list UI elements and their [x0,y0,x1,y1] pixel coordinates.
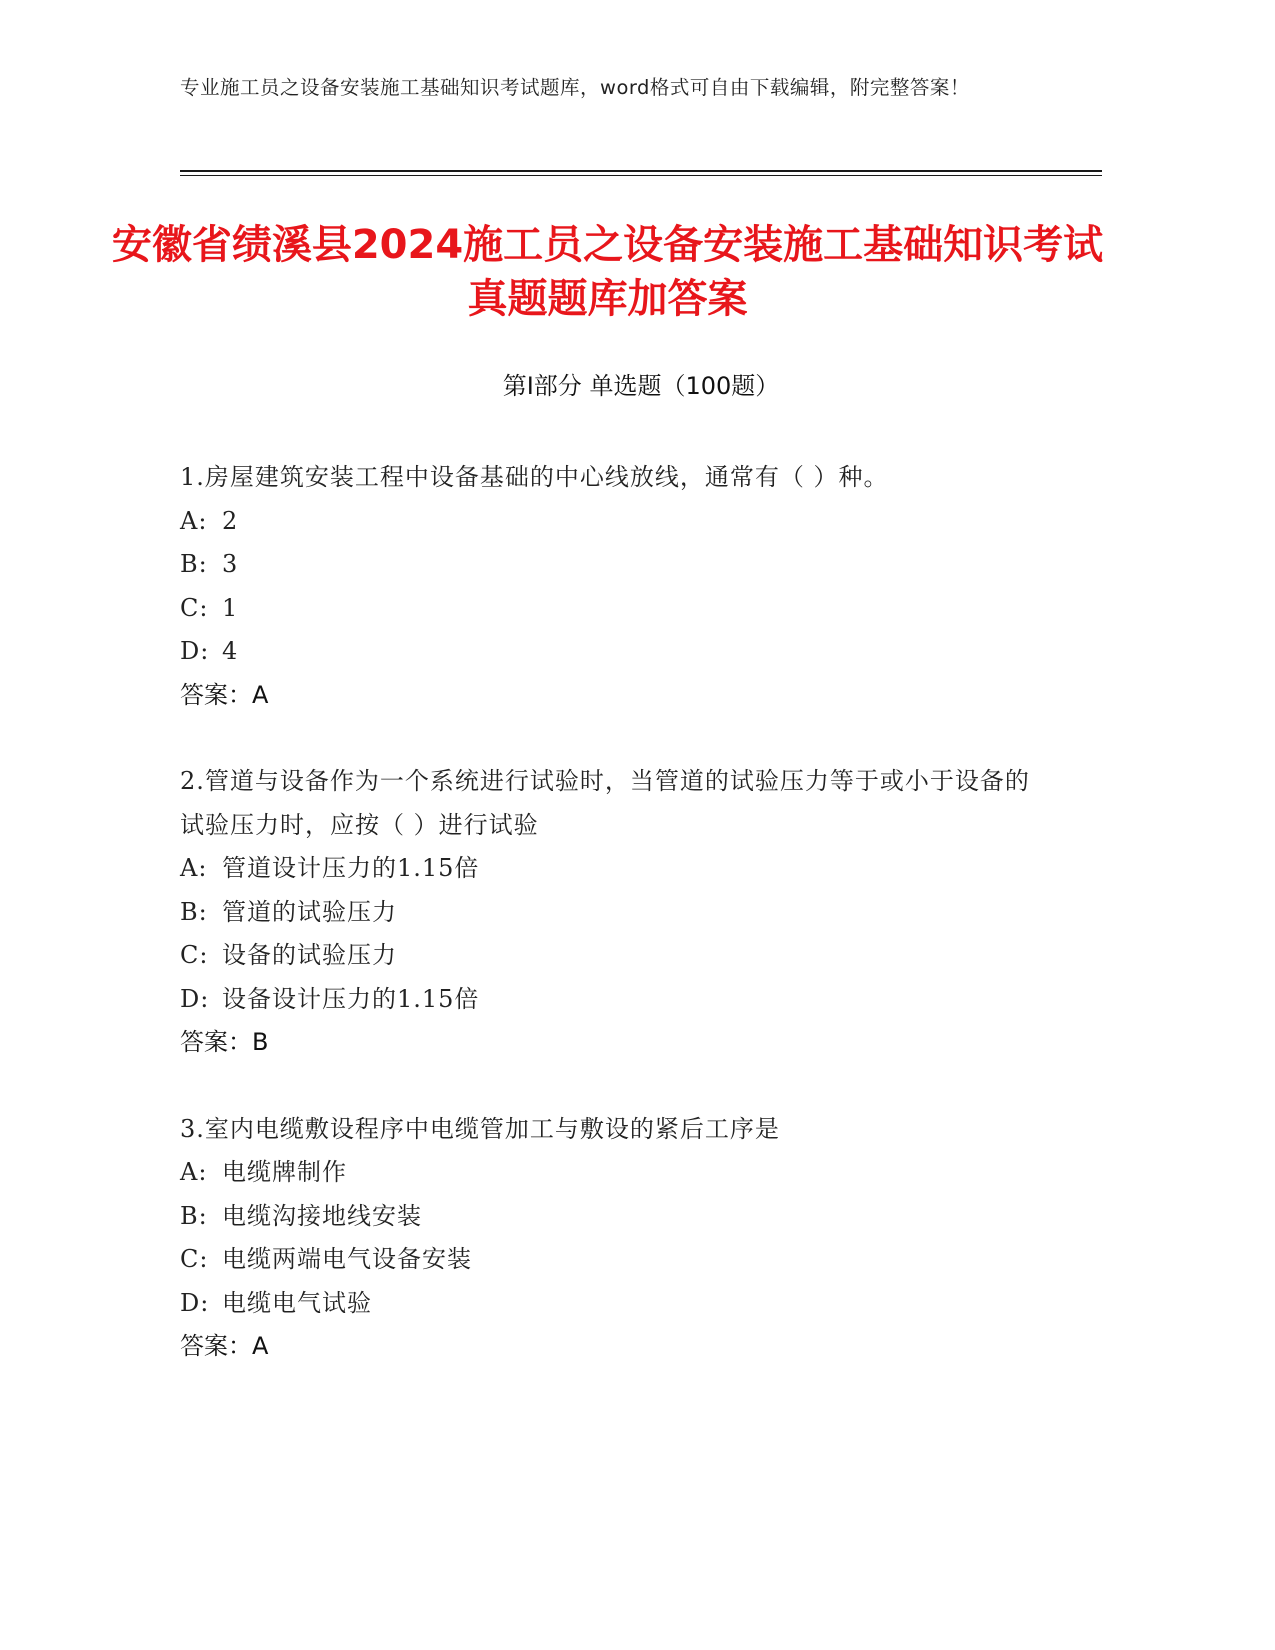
option-text: 管道设计压力的1.15倍 [222,854,480,882]
question-stem: 2.管道与设备作为一个系统进行试验时，当管道的试验压力等于或小于设备的试验压力时，应按（ ）进行试验 [180,767,1030,839]
option-letter: C: [180,593,209,622]
option-text: 管道的试验压力 [222,897,397,926]
option-text: 设备的试验压力 [222,941,397,969]
option-text: 电缆两端电气设备安装 [222,1245,472,1273]
option-letter: D: [180,1288,210,1317]
answer [180,1021,1040,1065]
option-letter: C: [180,941,209,969]
question-list [180,456,1040,1412]
option-text: 1 [222,593,239,622]
option-a [180,847,1040,891]
question-1 [180,456,1040,717]
option-letter: A: [180,1158,208,1186]
document-title: 安徽省绩溪县2024施工员之设备安装施工基础知识考试真题题库加答案 [111,222,1104,322]
option-letter: D: [180,984,210,1013]
header-divider-thin [180,175,1102,176]
option-letter: A: [180,506,208,535]
option-letter: A: [180,854,208,882]
option-b [180,543,1040,587]
question-stem: 1.房屋建筑安装工程中设备基础的中心线放线，通常有（ ）种。 [180,463,889,491]
option-text: 电缆沟接地线安装 [222,1201,422,1230]
option-c [180,587,1040,631]
answer-label: 答案： [180,1028,252,1056]
option-b [180,891,1040,935]
section-title: 第Ⅰ部分 单选题（100题） [502,372,780,400]
option-text: 3 [222,550,239,578]
question-3 [180,1108,1040,1369]
answer-value: A [252,680,269,709]
option-list [180,847,1040,1021]
option-a [180,500,1040,544]
question-stem: 3.室内电缆敷设程序中电缆管加工与敷设的紧后工序是 [180,1114,780,1143]
answer-value: A [252,1332,269,1360]
option-c [180,934,1040,978]
answer-value: B [252,1028,269,1056]
option-c [180,1238,1040,1282]
option-text: 4 [222,637,239,665]
answer-label: 答案： [180,1332,252,1360]
option-letter: B: [180,1201,208,1230]
answer [180,674,1040,718]
answer [180,1325,1040,1369]
option-letter: C: [180,1245,209,1273]
option-text: 电缆牌制作 [222,1158,347,1186]
header-note: 专业施工员之设备安装施工基础知识考试题库，word格式可自由下载编辑，附完整答案！ [180,76,970,99]
option-d [180,978,1040,1022]
header-divider-thick [180,170,1102,172]
option-text: 电缆电气试验 [222,1288,372,1317]
option-b [180,1195,1040,1239]
option-a [180,1151,1040,1195]
option-text: 设备设计压力的1.15倍 [222,984,480,1013]
answer-label: 答案： [180,680,252,709]
option-list [180,500,1040,674]
option-text: 2 [222,506,239,535]
option-letter: B: [180,897,208,926]
option-d [180,630,1040,674]
question-2 [180,760,1040,1065]
option-letter: D: [180,637,210,665]
option-letter: B: [180,550,208,578]
option-d [180,1282,1040,1326]
option-list [180,1151,1040,1325]
